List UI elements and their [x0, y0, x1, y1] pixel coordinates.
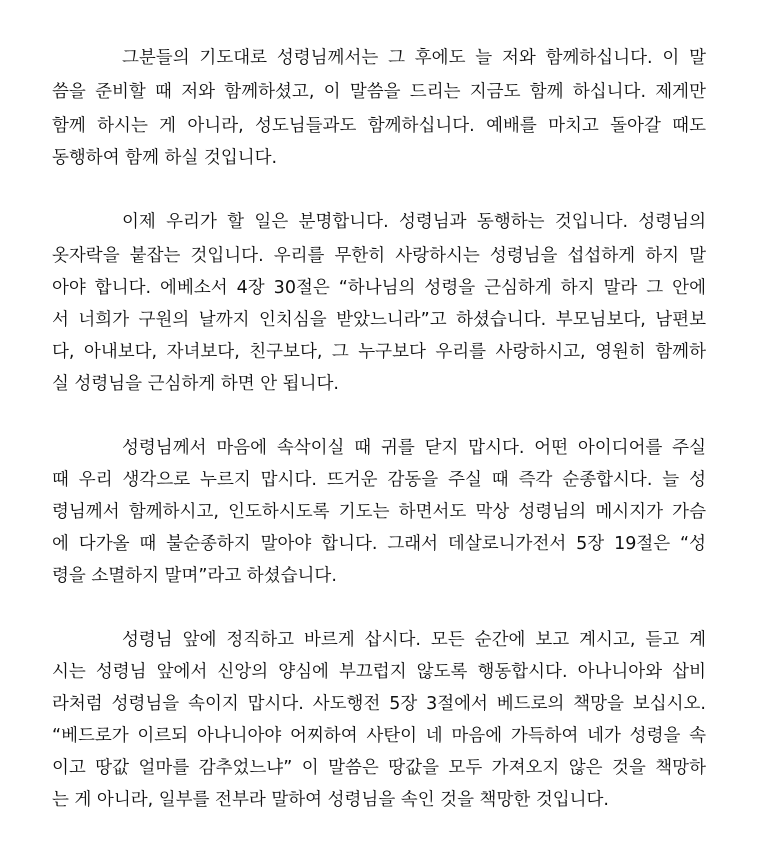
- text-line: 는 게 아니라, 일부를 전부라 말하여 성령님을 속인 것을 책망한 것입니다.: [52, 790, 609, 810]
- text-line: 이제 우리가 할 일은 분명합니다. 성령님과 동행하는 것입니다. 성령님의: [122, 212, 706, 232]
- text-line: 씀을 준비할 때 저와 함께하셨고, 이 말씀을 드리는 지금도 함께 하십니다. 제게만: [52, 82, 706, 102]
- text-line: 함께 하시는 게 아니라, 성도님들과도 함께하십니다. 예배를 마치고 돌아갈 때도: [52, 116, 706, 136]
- text-line: 이고 땅값 얼마를 감추었느냐” 이 말씀은 땅값을 모두 가져오지 않은 것을 책망하: [52, 758, 706, 778]
- text-line: 실 성령님을 근심하게 하면 안 됩니다.: [52, 374, 339, 394]
- text-line: 아야 합니다. 에베소서 4장 30절은 “하나님의 성령을 근심하게 하지 말라 그 안에: [52, 278, 706, 298]
- text-line: 때 우리 생각으로 누르지 맙시다. 뜨거운 감동을 주실 때 즉각 순종합시다. 늘 성: [52, 470, 706, 490]
- text-line: 다, 아내보다, 자녀보다, 친구보다, 그 누구보다 우리를 사랑하시고, 영원히 함께하: [52, 342, 706, 362]
- text-line: 령님께서 함께하시고, 인도하시도록 기도는 하면서도 막상 성령님의 메시지가 가슴: [52, 502, 706, 522]
- text-line: 성령님 앞에 정직하고 바르게 삽시다. 모든 순간에 보고 계시고, 듣고 계: [122, 630, 706, 650]
- text-line: 그분들의 기도대로 성령님께서는 그 후에도 늘 저와 함께하십니다. 이 말: [122, 48, 706, 68]
- text-line: 서 너희가 구원의 날까지 인치심을 받았느니라”고 하셨습니다. 부모님보다, 남편보: [52, 310, 706, 330]
- text-line: 시는 성령님 앞에서 신앙의 양심에 부끄럽지 않도록 행동합시다. 아나니아와 삽비: [52, 662, 706, 682]
- text-line: “베드로가 이르되 아나니아야 어찌하여 사탄이 네 마음에 가득하여 네가 성령을 속: [52, 726, 706, 746]
- text-line: 동행하여 함께 하실 것입니다.: [52, 148, 278, 168]
- text-line: 옷자락을 붙잡는 것입니다. 우리를 무한히 사랑하시는 성령님을 섭섭하게 하지 말: [52, 246, 706, 266]
- text-line: 에 다가올 때 불순종하지 말아야 합니다. 그래서 데살로니가전서 5장 19절은 “성: [52, 534, 706, 554]
- text-line: 성령님께서 마음에 속삭이실 때 귀를 닫지 맙시다. 어떤 아이디어를 주실: [122, 438, 706, 458]
- text-line: 라처럼 성령님을 속이지 맙시다. 사도행전 5장 3절에서 베드로의 책망을 보십시오.: [52, 694, 706, 714]
- text-line: 령을 소멸하지 말며”라고 하셨습니다.: [52, 566, 337, 586]
